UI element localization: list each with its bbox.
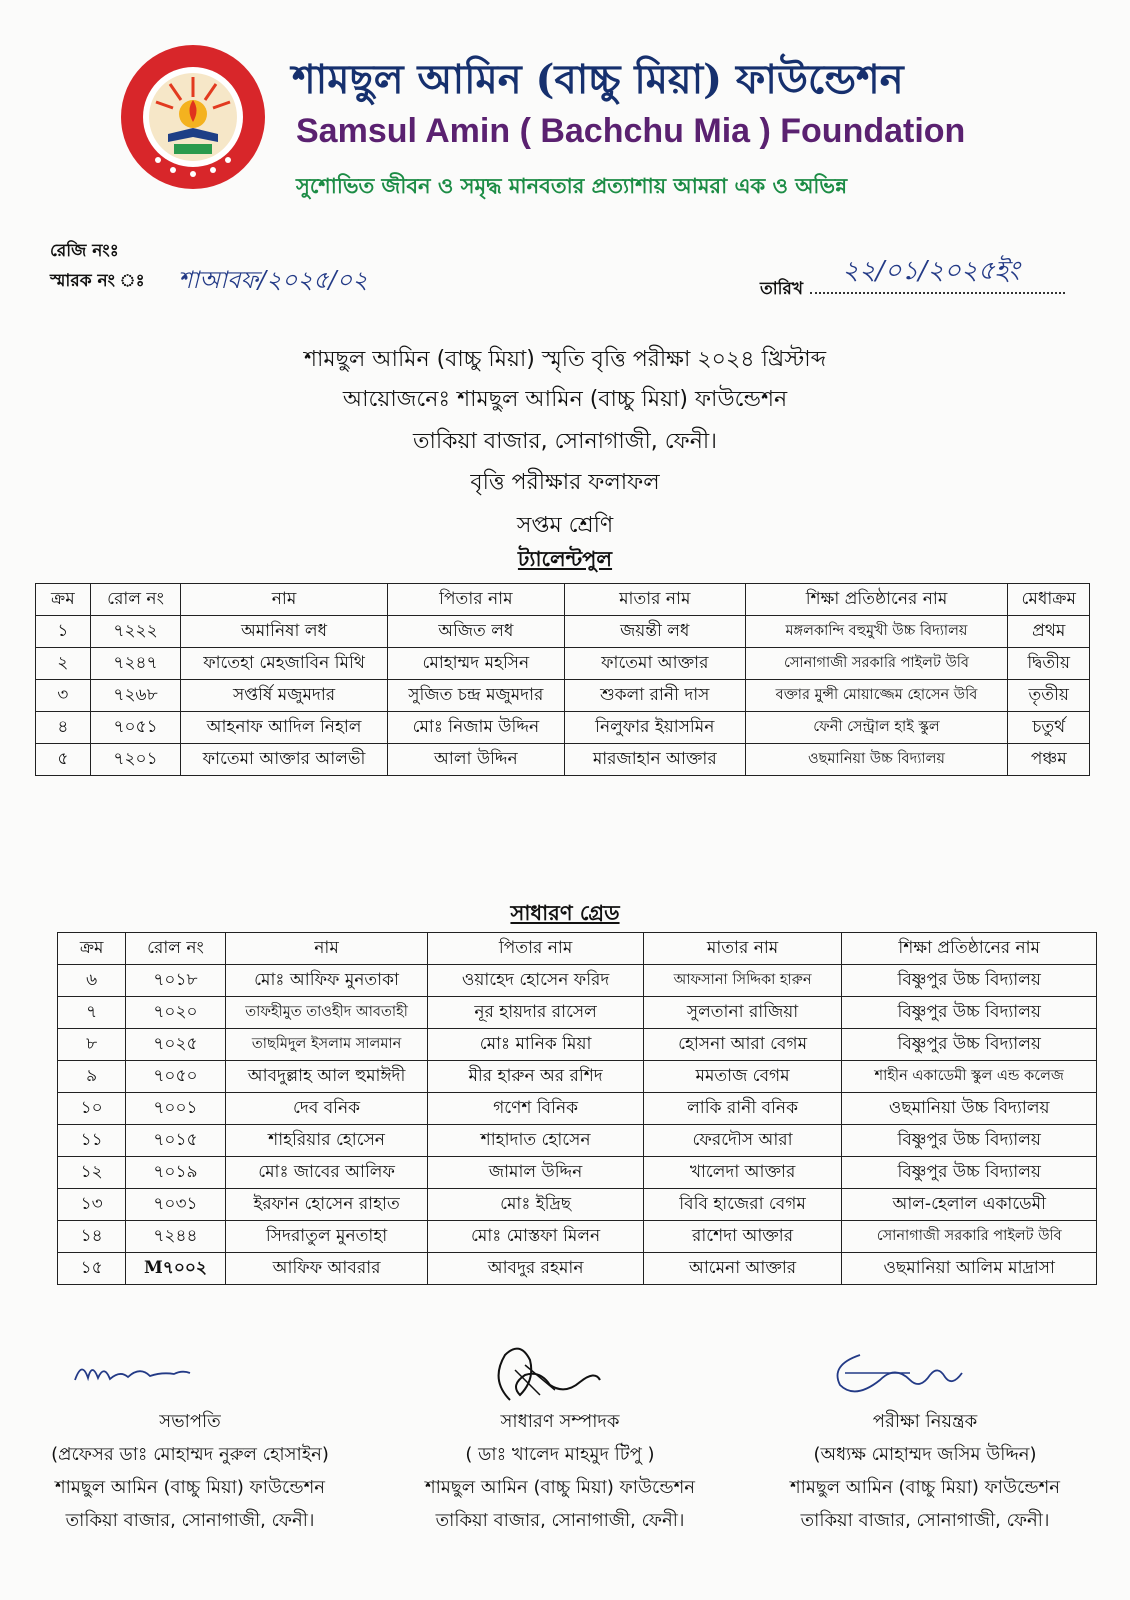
cell-name: সপ্তর্ষি মজুমদার	[181, 680, 387, 712]
signatory-address: তাকিয়া বাজার, সোনাগাজী, ফেনী।	[435, 1510, 685, 1531]
talentpool-heading	[0, 543, 1130, 578]
result-heading: বৃত্তি পরীক্ষার ফলাফল	[470, 470, 660, 495]
cell-name: ইরফান হোসেন রাহাত	[225, 1189, 428, 1221]
cell-father: মোঃ নিজাম উদ্দিন	[387, 712, 564, 744]
table-row	[58, 997, 1097, 1029]
cell-roll: ৭২৪৭	[90, 648, 181, 680]
table-row	[58, 1093, 1097, 1125]
cell-father: আবদুর রহমান	[428, 1253, 643, 1285]
cell-father: শাহাদাত হোসেন	[428, 1125, 643, 1157]
table-row	[58, 1061, 1097, 1093]
cell-mother: নিলুফার ইয়াসমিন	[565, 712, 745, 744]
table-row	[36, 680, 1090, 712]
cell-father: নূর হায়দার রাসেল	[428, 997, 643, 1029]
cell-serial: ১৪	[58, 1221, 126, 1253]
cell-mother: ফাতেমা আক্তার	[565, 648, 745, 680]
col-roll: রোল নং	[126, 933, 225, 965]
cell-roll: ৭০৫০	[126, 1061, 225, 1093]
talentpool-table	[35, 583, 1090, 776]
cell-name: মোঃ আফিফ মুনতাকা	[225, 965, 428, 997]
cell-institution: বিষ্ণুপুর উচ্চ বিদ্যালয়	[842, 1029, 1097, 1061]
cell-institution: বিষ্ণুপুর উচ্চ বিদ্যালয়	[842, 965, 1097, 997]
cell-mother: জয়ন্তী লধ	[565, 616, 745, 648]
general-header-row	[58, 933, 1097, 965]
col-roll: রোল নং	[90, 584, 181, 616]
cell-roll: ৭২২২	[90, 616, 181, 648]
memo-number-value: শাআবফ/২০২৫/০২	[178, 266, 368, 294]
cell-merit: প্রথম	[1008, 616, 1090, 648]
cell-father: গণেশ বিনিক	[428, 1093, 643, 1125]
cell-serial: ১৫	[58, 1253, 126, 1285]
cell-serial: ৫	[36, 744, 91, 776]
cell-roll: ৭০৩১	[126, 1189, 225, 1221]
cell-roll: ৭২০১	[90, 744, 181, 776]
signatory-title: সাধারণ সম্পাদক	[500, 1411, 620, 1432]
cell-father: জামাল উদ্দিন	[428, 1157, 643, 1189]
cell-serial: ১১	[58, 1125, 126, 1157]
signatory-address: তাকিয়া বাজার, সোনাগাজী, ফেনী।	[800, 1510, 1050, 1531]
col-mother: মাতার নাম	[643, 933, 842, 965]
cell-name: অমানিষা লধ	[181, 616, 387, 648]
cell-name: দেব বনিক	[225, 1093, 428, 1125]
cell-serial: ১৩	[58, 1189, 126, 1221]
cell-serial: ২	[36, 648, 91, 680]
class-heading: সপ্তম শ্রেণি	[516, 513, 614, 538]
cell-name: আহনাফ আদিল নিহাল	[181, 712, 387, 744]
cell-roll: ৭০১৫	[126, 1125, 225, 1157]
cell-name: তাফহীমুত তাওহীদ আবতাহী	[225, 997, 428, 1029]
cell-serial: ৬	[58, 965, 126, 997]
col-merit: মেধাক্রম	[1008, 584, 1090, 616]
cell-roll: ৭২৬৮	[90, 680, 181, 712]
cell-roll: ৭০০১	[126, 1093, 225, 1125]
table-row	[36, 744, 1090, 776]
cell-serial: ১০	[58, 1093, 126, 1125]
signatory-name: (প্রফেসর ডাঃ মোহাম্মদ নুরুল হোসাইন)	[51, 1444, 329, 1465]
col-mother: মাতার নাম	[565, 584, 745, 616]
cell-serial: ৩	[36, 680, 91, 712]
signature-block-secretary	[390, 1405, 730, 1537]
cell-institution: ওছমানিয়া আলিম মাদ্রাসা	[842, 1253, 1097, 1285]
cell-roll: ৭০২৫	[126, 1029, 225, 1061]
cell-mother: আফসানা সিদ্দিকা হারুন	[643, 965, 842, 997]
cell-name: ফাতেমা আক্তার আলভী	[181, 744, 387, 776]
cell-father: আলা উদ্দিন	[387, 744, 564, 776]
cell-mother: হোসনা আরা বেগম	[643, 1029, 842, 1061]
cell-institution: শাহীন একাডেমী স্কুল এন্ড কলেজ	[842, 1061, 1097, 1093]
cell-serial: ৭	[58, 997, 126, 1029]
cell-roll: ৭০১৯	[126, 1157, 225, 1189]
cell-institution: বিষ্ণুপুর উচ্চ বিদ্যালয়	[842, 997, 1097, 1029]
date-label: তারিখ	[760, 279, 804, 299]
cell-institution: ওছমানিয়া উচ্চ বিদ্যালয়	[842, 1093, 1097, 1125]
signature-block-controller	[740, 1405, 1110, 1537]
col-serial: ক্রম	[36, 584, 91, 616]
signatory-name: ( ডাঃ খালেদ মাহমুদ টিপু )	[465, 1444, 655, 1465]
cell-roll: ৭০৫১	[90, 712, 181, 744]
table-row	[58, 965, 1097, 997]
cell-father: মোঃ মোস্তফা মিলন	[428, 1221, 643, 1253]
cell-institution: বক্তার মুন্সী মোয়াজ্জেম হোসেন উবি	[745, 680, 1008, 712]
cell-name: শাহরিয়ার হোসেন	[225, 1125, 428, 1157]
address-line: তাকিয়া বাজার, সোনাগাজী, ফেনী।	[412, 429, 718, 454]
cell-serial: ১	[36, 616, 91, 648]
cell-father: মীর হারুন অর রশিদ	[428, 1061, 643, 1093]
cell-roll: ৭০২০	[126, 997, 225, 1029]
cell-father: ওয়াহেদ হোসেন ফরিদ	[428, 965, 643, 997]
cell-serial: ১২	[58, 1157, 126, 1189]
general-grade-heading-text: সাধারণ গ্রেড	[510, 901, 620, 925]
cell-institution: বিষ্ণুপুর উচ্চ বিদ্যালয়	[842, 1157, 1097, 1189]
signatory-title: পরীক্ষা নিয়ন্ত্রক	[872, 1411, 978, 1432]
table-row	[36, 648, 1090, 680]
cell-name: ফাতেহা মেহজাবিন মিথি	[181, 648, 387, 680]
cell-mother: মমতাজ বেগম	[643, 1061, 842, 1093]
table-row	[58, 1189, 1097, 1221]
cell-mother: বিবি হাজেরা বেগম	[643, 1189, 842, 1221]
cell-roll: M৭০০২	[126, 1253, 225, 1285]
cell-mother: মারজাহান আক্তার	[565, 744, 745, 776]
signatory-org: শামছুল আমিন (বাচ্চু মিয়া) ফাউন্ডেশন	[424, 1477, 696, 1498]
col-institution: শিক্ষা প্রতিষ্ঠানের নাম	[745, 584, 1008, 616]
general-grade-table	[57, 932, 1097, 1285]
signatory-org: শামছুল আমিন (বাচ্চু মিয়া) ফাউন্ডেশন	[54, 1477, 326, 1498]
date-value: ২২/০১/২০২৫ইং	[842, 256, 1020, 286]
table-row	[58, 1157, 1097, 1189]
exam-title: শামছুল আমিন (বাচ্চু মিয়া) স্মৃতি বৃত্তি পরীক্ষা ২০২৪ খ্রিস্টাব্দ	[303, 347, 827, 372]
col-institution: শিক্ষা প্রতিষ্ঠানের নাম	[842, 933, 1097, 965]
general-grade-heading	[0, 897, 1130, 932]
col-serial: ক্রম	[58, 933, 126, 965]
col-father: পিতার নাম	[387, 584, 564, 616]
talentpool-heading-text: ট্যালেন্টপুল	[517, 547, 613, 571]
cell-mother: সুলতানা রাজিয়া	[643, 997, 842, 1029]
table-row	[58, 1253, 1097, 1285]
col-name: নাম	[225, 933, 428, 965]
cell-name: আফিফ আবরার	[225, 1253, 428, 1285]
cell-institution: সোনাগাজী সরকারি পাইলট উবি	[842, 1221, 1097, 1253]
president-signature-icon	[70, 1352, 210, 1392]
foundation-logo-icon	[118, 42, 268, 192]
cell-father: মোহাম্মদ মহসিন	[387, 648, 564, 680]
talentpool-header-row	[36, 584, 1090, 616]
cell-serial: ৪	[36, 712, 91, 744]
cell-name: তাছমিদুল ইসলাম সালমান	[225, 1029, 428, 1061]
cell-mother: রাশেদা আক্তার	[643, 1221, 842, 1253]
cell-mother: ফেরদৌস আরা	[643, 1125, 842, 1157]
cell-serial: ৮	[58, 1029, 126, 1061]
col-name: নাম	[181, 584, 387, 616]
cell-father: মোঃ মানিক মিয়া	[428, 1029, 643, 1061]
cell-name: মোঃ জাবের আলিফ	[225, 1157, 428, 1189]
cell-mother: খালেদা আক্তার	[643, 1157, 842, 1189]
cell-mother: আমেনা আক্তার	[643, 1253, 842, 1285]
table-row	[58, 1029, 1097, 1061]
reg-number-label: রেজি নংঃ	[50, 241, 119, 261]
cell-roll: ৭২৪৪	[126, 1221, 225, 1253]
cell-institution: বিষ্ণুপুর উচ্চ বিদ্যালয়	[842, 1125, 1097, 1157]
signature-block-president	[20, 1405, 360, 1537]
signatory-address: তাকিয়া বাজার, সোনাগাজী, ফেনী।	[65, 1510, 315, 1531]
table-row	[58, 1221, 1097, 1253]
cell-institution: আল-হেলাল একাডেমী	[842, 1189, 1097, 1221]
cell-father: মোঃ ইদ্রিছ	[428, 1189, 643, 1221]
cell-merit: তৃতীয়	[1008, 680, 1090, 712]
org-motto: সুশোভিত জীবন ও সমৃদ্ধ মানবতার প্রত্যাশায় আমরা এক ও অভিন্ন	[296, 174, 848, 198]
cell-institution: ওছমানিয়া উচ্চ বিদ্যালয়	[745, 744, 1008, 776]
secretary-signature-icon	[480, 1340, 610, 1410]
table-row	[36, 616, 1090, 648]
cell-name: আবদুল্লাহ আল হুমাঈদী	[225, 1061, 428, 1093]
table-row	[58, 1125, 1097, 1157]
cell-name: সিদরাতুল মুনতাহা	[225, 1221, 428, 1253]
cell-mother: শুকলা রানী দাস	[565, 680, 745, 712]
signatory-name: (অধ্যক্ষ মোহাম্মদ জসিম উদ্দিন)	[813, 1444, 1037, 1465]
org-name-english: Samsul Amin ( Bachchu Mia ) Foundation	[296, 112, 966, 150]
cell-merit: চতুর্থ	[1008, 712, 1090, 744]
cell-institution: সোনাগাজী সরকারি পাইলট উবি	[745, 648, 1008, 680]
signatory-title: সভাপতি	[159, 1411, 221, 1432]
org-name-bengali: শামছুল আমিন (বাচ্চু মিয়া) ফাউন্ডেশন	[292, 56, 904, 103]
col-father: পিতার নাম	[428, 933, 643, 965]
cell-serial: ৯	[58, 1061, 126, 1093]
memo-number-label: স্মারক নং ঃ	[50, 271, 145, 291]
cell-mother: লাকি রানী বনিক	[643, 1093, 842, 1125]
cell-father: সুজিত চন্দ্র মজুমদার	[387, 680, 564, 712]
cell-institution: মঙ্গলকান্দি বহুমুখী উচ্চ বিদ্যালয়	[745, 616, 1008, 648]
cell-father: অজিত লধ	[387, 616, 564, 648]
organizer-line: আয়োজনেঃ শামছুল আমিন (বাচ্চু মিয়া) ফাউন্ডেশন	[342, 387, 788, 412]
cell-roll: ৭০১৮	[126, 965, 225, 997]
cell-merit: দ্বিতীয়	[1008, 648, 1090, 680]
cell-merit: পঞ্চম	[1008, 744, 1090, 776]
cell-institution: ফেনী সেন্ট্রাল হাই স্কুল	[745, 712, 1008, 744]
table-row	[36, 712, 1090, 744]
signatory-org: শামছুল আমিন (বাচ্চু মিয়া) ফাউন্ডেশন	[789, 1477, 1061, 1498]
controller-signature-icon	[820, 1345, 980, 1400]
